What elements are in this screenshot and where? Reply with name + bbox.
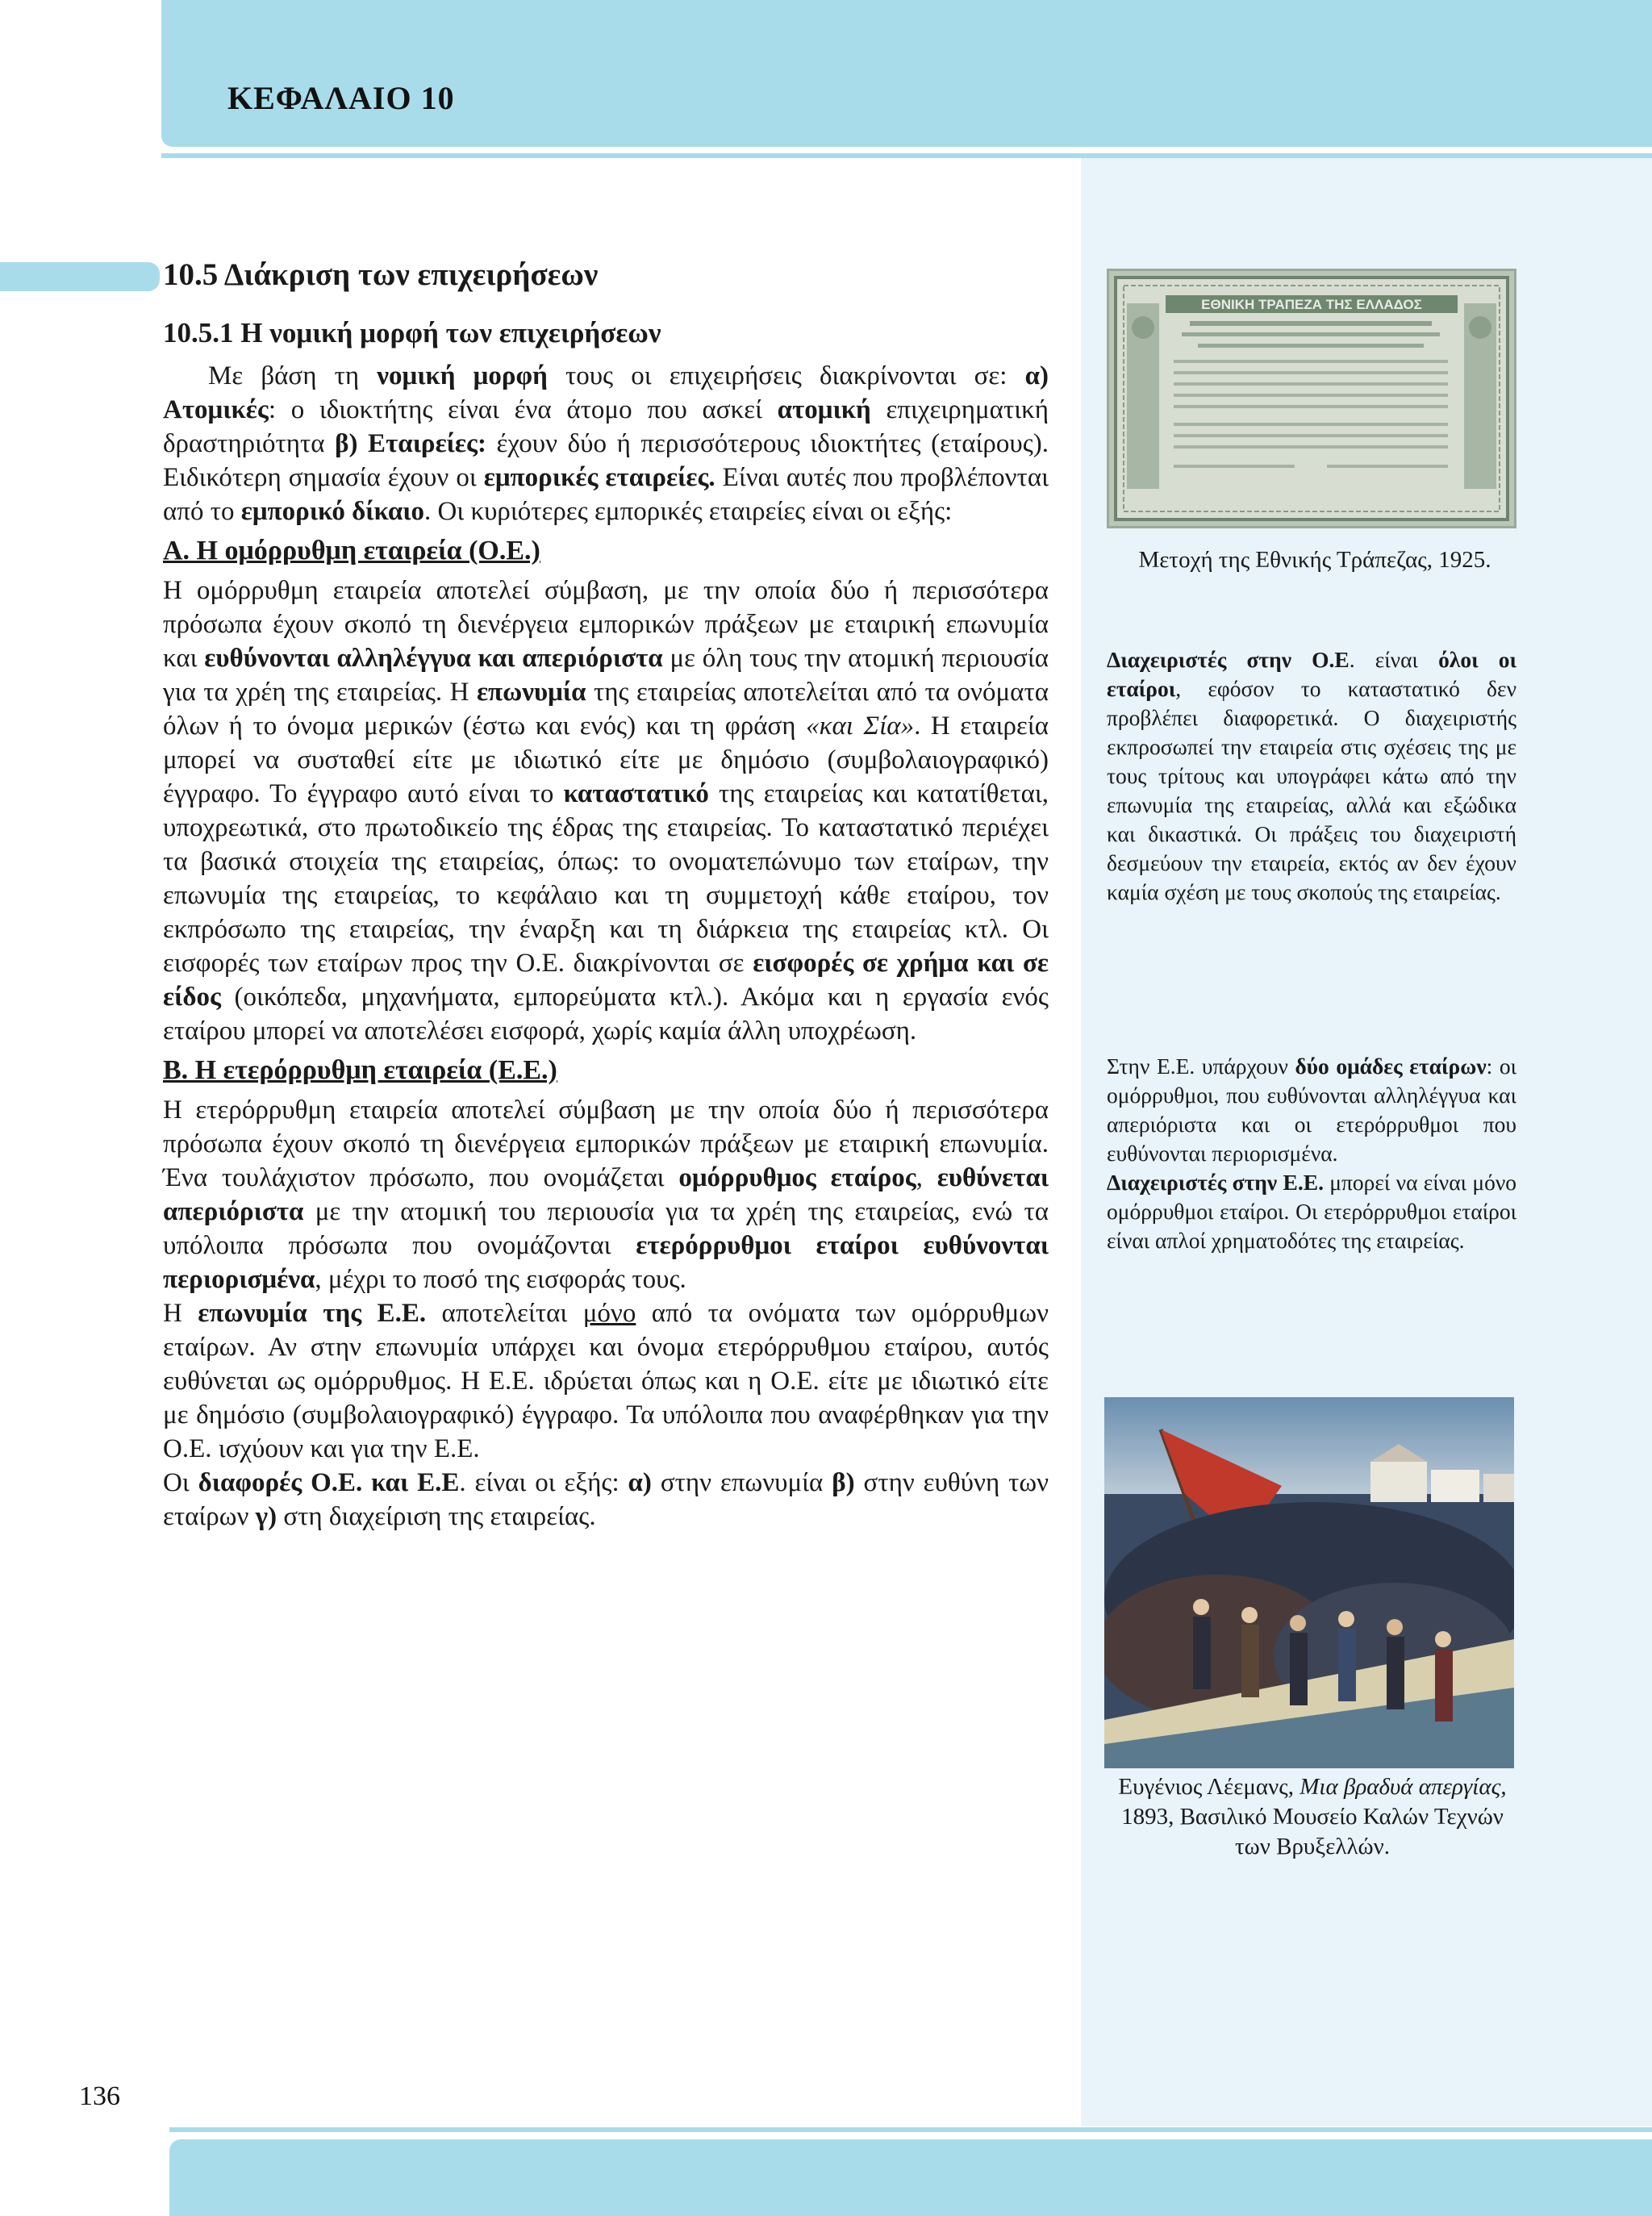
subsection-title: 10.5.1 Η νομική μορφή των επιχειρήσεων [163,317,661,348]
text-run: στη διαχείριση της εταιρείας. [277,1502,596,1531]
text-run: με την ατομική του περιουσία για τα χρέη της εταιρείας, ενώ τα υπόλοιπα πρόσωπα που ονομάζονται [163,1197,1049,1260]
text-run: ευθύνεται απεριόριστα [163,1163,1049,1226]
share-certificate-image [1107,269,1516,528]
text-run: . είναι [1349,647,1439,672]
text-run: στην επωνυμία [651,1468,832,1497]
share-certificate-graphic [1109,271,1514,526]
text-run: . είναι οι εξής: [459,1468,628,1497]
text-run: έχουν δύο ή περισσότερους ιδιοκτήτες (εταίρους). Ειδικότερη σημασία έχουν οι [163,429,1049,492]
footer-rule [169,2127,1652,2132]
text-run: : ο ιδιοκτήτης είναι ένα άτομο που ασκεί [268,395,778,424]
chapter-title: ΚΕΦΑΛΑΙΟ 10 [227,80,455,116]
text-run: ευθύνονται αλληλέγγυα και απεριόριστα [204,644,663,673]
text-run: καταστατικό [563,779,709,808]
text-run: . Οι κυριότερες εμπορικές εταιρείες είναι οι εξής: [424,497,953,526]
text-run: , [916,1163,937,1192]
text-run: επωνυμία της Ε.Ε. [198,1299,427,1328]
text-run: 1893, Βασιλικό Μουσείο Καλών Τεχνών των Βρυξελλών. [1121,1804,1504,1859]
text-run: Στην Ε.Ε. υπάρχουν [1107,1054,1295,1079]
text-run: β) [832,1468,855,1497]
text-run: αποτελείται [426,1299,583,1328]
sidebar-note-partner-groups-text [1107,1052,1516,1168]
text-run: νομική μορφή [377,361,548,390]
text-run: με όλη τους την ατομική περιουσία για τα χρέη της εταιρείας. Η [163,644,1049,707]
page-number: 136 [79,2081,120,2111]
section-marker-tab [0,262,160,291]
differences-paragraph [163,1466,1049,1534]
text-run: εισφορές σε χρήμα και σε είδος [163,949,1049,1012]
text-run: Η ομόρρυθμη εταιρεία αποτελεί σύμβαση, με την οποία δύο ή περισσότερα πρόσωπα έχουν σκοπό τη διενέργεια εμπορικών πράξεων με εταιρική επωνυμία και [163,576,1049,673]
section-title: 10.5 Διάκριση των επιχειρήσεων [163,257,599,292]
limited-partnership-name-paragraph [163,1296,1049,1466]
text-run: «και Σία» [806,712,915,741]
sidebar-note-management [1107,645,1516,907]
text-run: α) [628,1468,652,1497]
sidebar-note-managers-text [1107,1168,1516,1255]
text-run: Διαχειριστές στην Ο.Ε [1107,647,1350,672]
text-run: Η ετερόρρυθμη εταιρεία αποτελεί σύμβαση με την οποία δύο ή περισσότερα πρόσωπα έχουν σκοπό τη διενέργεια εμπορικών πράξεων με εταιρική επωνυμία. Ένα τουλάχιστον πρόσωπο, που ονομάζεται [163,1095,1049,1192]
share-certificate-caption: Μετοχή της Εθνικής Τράπεζας, 1925. [1138,547,1491,573]
intro-paragraph [163,359,1049,528]
text-run: Οι [163,1468,198,1497]
main-column [163,257,1049,1534]
sidebar-note-partner-groups [1107,1052,1516,1255]
text-run: όλοι οι εταίροι [1107,647,1517,701]
text-run: . Η εταιρεία μπορεί να συσταθεί είτε με ιδιωτικό είτε με δημόσιο (συμβολαιογραφικό) έγγραφο. Το έγγραφο αυτό είναι το [163,712,1049,808]
text-run: από τα ονόματα των ομόρρυθμων εταίρων. Αν στην επωνυμία υπάρχει και όνομα ετερόρρυθμου εταίρου, αυτός ευθύνεται ως ομόρρυθμος. Η Ε.Ε. ιδρύεται όπως και η Ο.Ε. είτε με ιδιωτικό είτε με δημόσιο (συμβολαιογραφικό) έγγραφο. Τα υπόλοιπα που αναφέρθηκαν για την Ο.Ε. ισχύουν και για την Ε.Ε. [163,1299,1049,1463]
text-run: , εφόσον το καταστατικό δεν προβλέπει διαφορετικά. Ο διαχειριστής εκπροσωπεί την εταιρεία στις σχέσεις της με τους τρίτους και υπογράφει κάτω από την επωνυμία της εταιρείας, αλλά και εξώδικα και δικαστικά. Οι πράξεις του διαχειριστή δεσμεύουν την εταιρεία, εκτός αν δεν έχουν καμία σχέση με τους σκοπούς της εταιρείας. [1107,676,1516,904]
text-run: , μέχρι το ποσό της εισφοράς τους. [315,1265,686,1294]
text-run: επωνυμία [476,678,586,707]
text-run: : οι ομόρρυθμοι, που ευθύνονται αλληλέγγυα και απεριόριστα και οι ετερόρρυθμοι που ευθύνονται περιορισμένα. [1107,1054,1516,1166]
text-run: (οικόπεδα, μηχανήματα, εμπορεύματα κτλ.). Ακόμα και η εργασία ενός εταίρου μπορεί να αποτελέσει εισφορά, χωρίς καμία άλλη υποχρέωση. [163,983,1049,1045]
text-run: εμπορικό δίκαιο [240,497,424,526]
text-run: α) Ατομικές [163,361,1049,424]
limited-partnership-paragraph [163,1093,1049,1296]
text-run: β) Εταιρείες: [335,429,486,458]
text-run: επιχειρηματική δραστηριότητα [163,395,1049,458]
text-run: μόνο [582,1299,636,1328]
header-band [161,0,1652,147]
heading-general-partnership: Α. Η ομόρρυθμη εταιρεία (Ο.Ε.) [163,536,540,565]
text-run: της εταιρείας αποτελείται από τα ονόματα όλων ή το όνομα μερικών (έστω και ενός) και τη φράση [163,678,1049,741]
text-run: Ευγένιος Λέεμανς, [1118,1774,1300,1800]
text-run: Μια βραδυά απεργίας, [1299,1774,1507,1800]
general-partnership-paragraph [163,574,1049,1048]
text-run: μπορεί να είναι μόνο ομόρρυθμοι εταίροι. Οι ετερόρρυθμοι εταίροι είναι απλοί χρηματοδότες της εταιρείας. [1107,1170,1516,1253]
text-run: της εταιρείας και κατατίθεται, υποχρεωτικά, στο πρωτοδικείο της έδρας της εταιρείας. Το καταστατικό περιέχει τα βασικά στοιχεία της εταιρείας, όπως: το ονοματεπώνυμο των εταίρων, την επωνυμία της εταιρείας, το κεφάλαιο και τη συμμετοχή κάθε εταίρου, τον εκπρόσωπο της εταιρείας, την έναρξη και τη διάρκεια της εταιρείας κτλ. Οι εισφορές των εταίρων προς την Ο.Ε. διακρίνονται σε [163,779,1049,978]
text-run: εμπορικές εταιρείες. [483,463,715,492]
text-run: ατομική [777,395,871,424]
text-run: γ) [255,1502,277,1531]
strike-painting-image [1104,1397,1514,1768]
strike-painting-graphic [1104,1397,1514,1768]
heading-limited-partnership: Β. Η ετερόρρυθμη εταιρεία (Ε.Ε.) [163,1055,557,1085]
text-run: δύο ομάδες εταίρων [1295,1054,1487,1079]
text-run: ομόρρυθμος εταίρος [678,1163,916,1192]
text-run: Με βάση τη [208,361,378,390]
text-run: τους οι επιχειρήσεις διακρίνονται σε: [547,361,1025,390]
footer-band [169,2139,1652,2216]
text-run: Η [163,1299,198,1328]
text-run: Διαχειριστές στην Ε.Ε. [1107,1170,1324,1195]
text-run: ετερόρρυθμοι εταίροι ευθύνονται περιορισμένα [163,1231,1049,1294]
strike-painting-caption [1102,1772,1523,1862]
text-run: Είναι αυτές που προβλέπονται από το [163,463,1049,526]
text-run: στην ευθύνη των εταίρων [163,1468,1049,1531]
text-run: διαφορές Ο.Ε. και Ε.Ε [198,1468,460,1497]
share-certificate-text: ΕΘΝΙΚΗ ΤΡΑΠΕΖΑ ΤΗΣ ΕΛΛΑΔΟΣ [1201,297,1422,312]
